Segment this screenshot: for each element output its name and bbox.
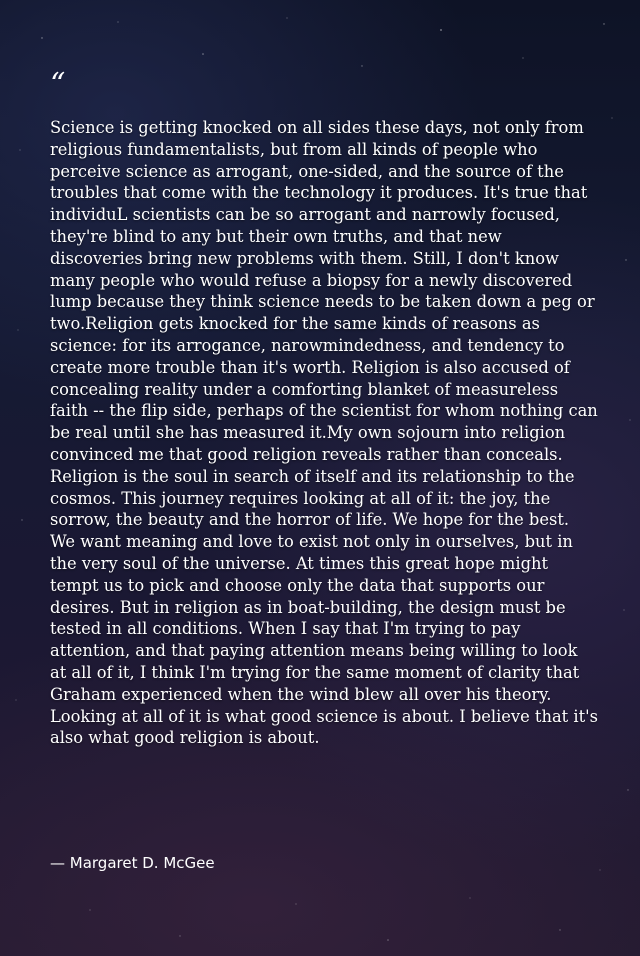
- quote-text: Science is getting knocked on all sides these days, not only from religious fundamentalists, but from all kinds of people who perceive science as arrogant, one-sided, and the source of the troubles that come with the technology it produces. It's true that individuL scientists can be so arrogant and narrowly focused, they're blind to any but their own truths, and that new discoveries bring new problems with them. Still, I don't know many people who would refuse a biopsy for a newly discovered lump because they think science needs to be taken down a peg or two.Religion gets knocked for the same kinds of reasons as science: for its arrogance, narowmindedness, and tendency to create more trouble than it's worth. Religion is also accused of concealing reality under a comforting blanket of measureless faith -- the flip side, perhaps of the scientist for whom nothing can be real until she has measured it.My own sojourn into religion convinced me that good religion reveals rather than conceals. Religion is the soul in search of itself and its relationship to the cosmos. This journey requires looking at all of it: the joy, the sorrow, the beauty and the horror of life. We hope for the best. We want meaning and love to exist not only in ourselves, but in the very soul of the universe. At times this great hope might tempt us to pick and choose only the data that supports our desires. But in religion as in boat-building, the design must be tested in all conditions. When I say that I'm trying to pay attention, and that paying attention means being willing to look at all of it, I think I'm trying for the same moment of clarity that Graham experienced when the wind blew all over his theory. Looking at all of it is what good science is about. I believe that it's also what good religion is about.: [50, 118, 598, 748]
- opening-quote-mark: “: [50, 67, 66, 102]
- quote-author: — Margaret D. McGee: [50, 854, 215, 872]
